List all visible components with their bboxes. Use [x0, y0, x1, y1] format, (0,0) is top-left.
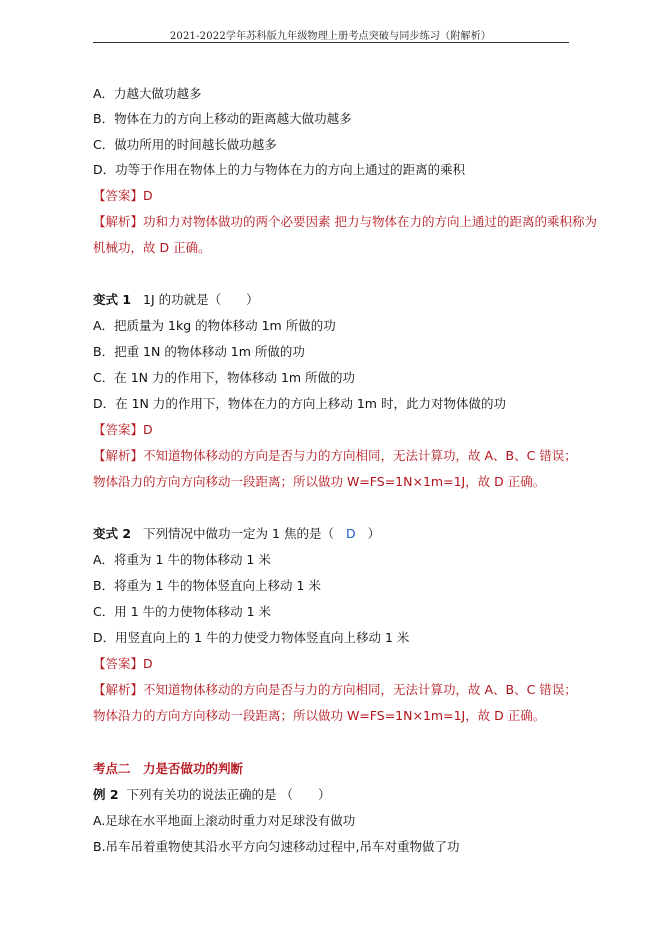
variant2-question: [93, 526, 380, 542]
variant2-label: 变式 2: [93, 526, 132, 541]
variant2-inline-answer: D: [345, 526, 356, 541]
variant1-option-b: B．把重 1N 的物体移动 1m 所做的功: [93, 344, 305, 359]
q1-option-d: D．功等于作用在物体上的力与物体在力的方向上通过的距离的乘积: [93, 162, 466, 177]
variant2-option-a: A．将重为 1 牛的物体移动 1 米: [93, 552, 271, 567]
variant1-stem: 1J 的功就是（ ）: [143, 292, 259, 307]
page-header: 2021-2022学年苏科版九年级物理上册考点突破与同步练习（附解析）: [169, 31, 492, 42]
variant2-option-b: B．将重为 1 牛的物体竖直向上移动 1 米: [93, 578, 321, 593]
q1-analysis-line1: 【解析】功和力对物体做功的两个必要因素 把力与物体在力的方向上通过的距离的乘积称为: [93, 214, 597, 229]
example2-option-a: A.足球在水平地面上滚动时重力对足球没有做功: [93, 813, 356, 828]
variant2-stem-after: ）: [367, 526, 381, 541]
q1-option-c: C．做功所用的时间越长做功越多: [93, 137, 277, 152]
variant1-label: 变式 1: [93, 292, 132, 307]
variant1-question: [93, 292, 259, 308]
header-rule: [93, 42, 569, 43]
example2-label: 例 2: [93, 787, 119, 802]
variant1-answer: 【答案】D: [93, 422, 153, 437]
variant2-answer: 【答案】D: [93, 656, 153, 671]
example2-stem: 下列有关功的说法正确的是 （ ）: [126, 787, 331, 802]
variant1-option-a: A．把质量为 1kg 的物体移动 1m 所做的功: [93, 318, 336, 333]
variant2-option-c: C．用 1 牛的力使物体移动 1 米: [93, 604, 272, 619]
variant2-analysis-line2: 物体沿力的方向方向移动一段距离；所以做功 W=FS=1N×1m=1J，故 D 正确。: [93, 708, 546, 723]
example2-question: [93, 787, 331, 803]
variant1-analysis-line2: 物体沿力的方向方向移动一段距离；所以做功 W=FS=1N×1m=1J，故 D 正确。: [93, 474, 546, 489]
variant2-analysis-line1: 【解析】不知道物体移动的方向是否与力的方向相同，无法计算功，故 A、B、C 错误；: [93, 682, 577, 697]
example2-option-b: B.吊车吊着重物使其沿水平方向匀速移动过程中,吊车对重物做了功: [93, 839, 460, 854]
q1-option-b: B．物体在力的方向上移动的距离越大做功越多: [93, 111, 352, 126]
q1-option-a: A．力越大做功越多: [93, 86, 202, 101]
variant1-option-d: D．在 1N 力的作用下，物体在力的方向上移动 1m 时，此力对物体做的功: [93, 396, 506, 411]
variant2-stem-before: 下列情况中做功一定为 1 焦的是（: [143, 526, 334, 541]
q1-analysis-line2: 机械功，故 D 正确。: [93, 240, 211, 255]
keypoint2-title: 考点二 力是否做功的判断: [93, 761, 244, 776]
variant1-analysis-line1: 【解析】不知道物体移动的方向是否与力的方向相同，无法计算功，故 A、B、C 错误；: [93, 448, 577, 463]
q1-answer: 【答案】D: [93, 188, 153, 203]
variant1-option-c: C．在 1N 力的作用下，物体移动 1m 所做的功: [93, 370, 356, 385]
variant2-option-d: D．用竖直向上的 1 牛的力使受力物体竖直向上移动 1 米: [93, 630, 410, 645]
